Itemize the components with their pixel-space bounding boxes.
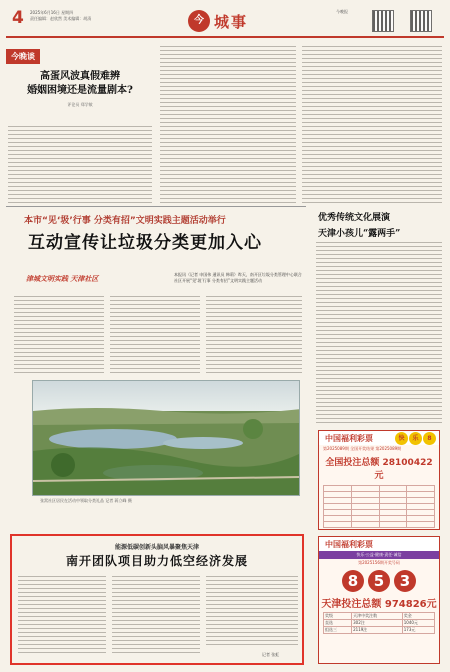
divider (6, 206, 306, 207)
lottery-logo: 中国福利彩票 (325, 540, 373, 549)
story-calligraphy-logo: 津城文明实践 天津社区 (26, 274, 99, 283)
story-lead: 本报讯（记者 申国伟 通讯员 韩莉）昨天，南开区垃圾分类管理中心联合社区开展“见‘圾’行事 分类有招”文明实践主题活动 (174, 272, 302, 283)
article-body-text (18, 576, 106, 656)
commentary-tag: 今晚谈 (6, 49, 40, 64)
lottery-ad-header (319, 537, 439, 551)
lottery-ad (318, 430, 440, 530)
lottery-ball-icon: 8 (423, 432, 436, 445)
story-body-text (110, 296, 200, 376)
masthead-editors: 责任编辑：赵欣然 美术编辑：胡清 (30, 16, 92, 21)
lottery-draw-line: 第2025089期 全国开奖结果 第2025089期 (323, 446, 402, 451)
table-cell: 1040元 (402, 620, 434, 627)
page-number: 4 (12, 8, 24, 28)
lottery-draw-line: 第2025156期开奖号码 (358, 560, 400, 565)
lottery-ad-header (319, 431, 439, 445)
commentary-body-text (8, 126, 152, 204)
lottery-ball-icon: 乐 (409, 432, 422, 445)
table-cell: 173元 (402, 627, 434, 634)
wetland-aerial-image (33, 381, 300, 496)
table-header: 天津中奖注数 (352, 613, 403, 620)
story-body-text (206, 296, 302, 376)
commentary-title-line2: 婚姻困境还是流量剧本? (27, 85, 133, 96)
article-subtitle: 能源低碳创新头脑风暴聚焦天津 (114, 544, 199, 551)
commentary-title (6, 70, 154, 98)
table-cell: 直选 (324, 620, 352, 627)
table-cell: 组选三 (324, 627, 352, 634)
story-photo (32, 380, 300, 496)
article-body-text (160, 46, 296, 204)
article-body-text (302, 46, 442, 204)
table-cell: 302注 (352, 620, 403, 627)
winning-digit: 3 (394, 570, 416, 592)
article-body-text (112, 576, 200, 656)
right-story-body-text (316, 242, 442, 424)
highlighted-article (10, 534, 304, 665)
qr-code-icon (410, 10, 432, 32)
masthead-date: 2025年6月16日 星期四 (30, 10, 74, 15)
lottery-ball-icon: 快 (395, 432, 408, 445)
lottery-jackpot-line: 全国投注总额 28100422元 (325, 458, 433, 481)
qr-code-icon (372, 10, 394, 32)
right-story-title: 优秀传统文化展演 (318, 213, 391, 223)
table-header: 奖金 (402, 613, 434, 620)
lottery-slogan: 快乐·公益·健康·责任·诚信 (319, 551, 439, 559)
masthead (6, 4, 444, 38)
story-body-text (14, 296, 104, 376)
winning-numbers (319, 567, 439, 595)
table-cell: 2119注 (352, 627, 403, 634)
story-kicker: 本市“见‘圾’行事 分类有招”文明实践主题活动举行 (24, 216, 226, 226)
commentary-title-line1: 高蛋风波真假难辨 (40, 71, 120, 82)
section-logo-icon: 今 (188, 10, 210, 32)
lottery-prize-table (323, 612, 435, 634)
story-headline: 互动宣传让垃圾分类更加入心 (28, 233, 262, 253)
table-header: 奖级 (324, 613, 352, 620)
masthead-meta (30, 10, 140, 22)
section-title: 城事 (214, 13, 249, 31)
article-body-text (206, 576, 298, 648)
commentary-byline: 评论员 郑学敏 (67, 102, 93, 107)
article-title: 南开团队项目助力低空经济发展 (65, 554, 248, 568)
photo-caption: 张窝社区居民在活动中领取分类礼品 记者 蒋立峰 摄 (40, 498, 132, 503)
winning-digit: 5 (368, 570, 390, 592)
lottery-jackpot: 天津投注总额 974826元 (321, 599, 437, 610)
lottery-prize-table (323, 485, 435, 528)
article-reporter: 记者 张虹 (262, 652, 280, 657)
winning-digit: 8 (342, 570, 364, 592)
right-story-subtitle: 天津小孩儿“露两手” (318, 229, 401, 239)
lottery-logo: 中国福利彩票 (325, 434, 373, 443)
masthead-brand: 今晚报 (336, 9, 348, 14)
lottery-ad (318, 536, 440, 664)
